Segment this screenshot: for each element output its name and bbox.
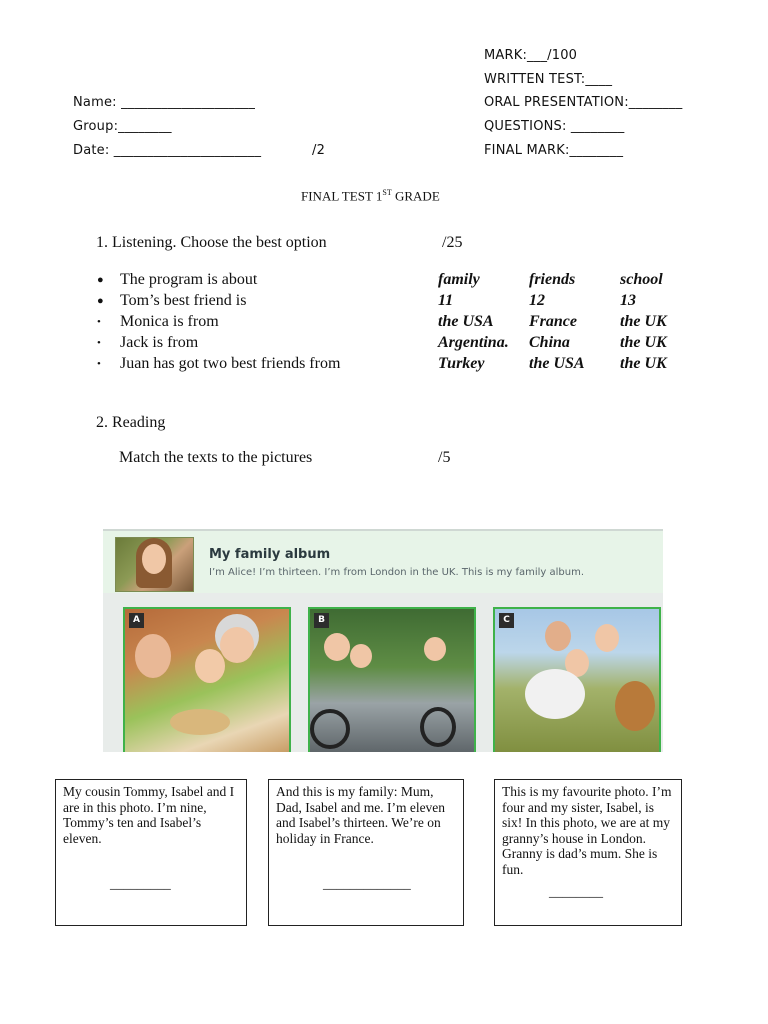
photo-a	[123, 607, 291, 752]
answer-option[interactable]: the UK	[620, 355, 667, 372]
text-box-2-body: And this is my family: Mum, Dad, Isabel and me. I’m eleven and Isabel’s thirteen. We’re on holiday in France.	[276, 784, 446, 846]
answer-option[interactable]: Turkey	[438, 355, 485, 372]
album-title: My family album	[209, 547, 331, 562]
photo-c	[493, 607, 661, 752]
questions-field[interactable]: QUESTIONS: ________	[484, 119, 625, 134]
photo-c-label: C	[499, 613, 514, 628]
reading-heading: 2. Reading	[96, 414, 166, 431]
answer-option[interactable]: 13	[620, 292, 636, 309]
listening-heading: 1. Listening. Choose the best option	[96, 234, 327, 251]
date-score: /2	[312, 143, 326, 158]
bullet: ●	[97, 295, 104, 307]
answer-option[interactable]: family	[438, 271, 480, 288]
title-text: FINAL TEST 1	[301, 188, 383, 204]
answer-blank-2[interactable]: _____________	[323, 875, 411, 891]
text-box-1-body: My cousin Tommy, Isabel and I are in this photo. I’m nine, Tommy’s ten and Isabel’s eleven.	[63, 784, 235, 846]
photo-a-label: A	[129, 613, 144, 628]
listening-score: /25	[442, 234, 463, 251]
date-field[interactable]: Date: ______________________	[73, 143, 262, 158]
question-text: Jack is from	[120, 334, 199, 351]
mark-field[interactable]: MARK:___/100	[484, 48, 578, 63]
text-box-2	[268, 779, 464, 926]
reading-subheading: Match the texts to the pictures	[119, 449, 313, 466]
answer-option[interactable]: the UK	[620, 313, 667, 330]
question-text: Monica is from	[120, 313, 219, 330]
question-text: Tom’s best friend is	[120, 292, 247, 309]
bullet: •	[97, 337, 101, 349]
alice-photo	[115, 537, 194, 592]
oral-presentation-field[interactable]: ORAL PRESENTATION:________	[484, 95, 683, 110]
bullet: •	[97, 316, 101, 328]
answer-option[interactable]: friends	[529, 271, 576, 288]
answer-blank-1[interactable]: _________	[110, 875, 171, 891]
family-album-image	[103, 529, 663, 752]
answer-option[interactable]: China	[529, 334, 570, 351]
final-mark-field[interactable]: FINAL MARK:________	[484, 143, 624, 158]
answer-option[interactable]: 12	[529, 292, 545, 309]
bullet: •	[97, 358, 101, 370]
text-box-1	[55, 779, 247, 926]
answer-option[interactable]: Argentina.	[438, 334, 509, 351]
photo-b	[308, 607, 476, 752]
text-box-3	[494, 779, 682, 926]
answer-option[interactable]: the USA	[438, 313, 494, 330]
answer-option[interactable]: school	[620, 271, 663, 288]
written-test-field[interactable]: WRITTEN TEST:____	[484, 72, 613, 87]
name-field[interactable]: Name: ____________________	[73, 95, 256, 110]
bullet: ●	[97, 274, 104, 286]
answer-option[interactable]: the USA	[529, 355, 585, 372]
album-subtitle: I’m Alice! I’m thirteen. I’m from London in the UK. This is my family album.	[209, 567, 585, 578]
answer-option[interactable]: France	[529, 313, 577, 330]
text-box-3-body: This is my favourite photo. I’m four and my sister, Isabel, is six! In this photo, we are at my granny’s house in London. Granny is dad’s mum. She is fun.	[502, 784, 672, 877]
title-suffix: GRADE	[391, 188, 440, 204]
page-title	[301, 188, 440, 204]
question-text: The program is about	[120, 271, 258, 288]
reading-score: /5	[438, 449, 451, 466]
answer-option[interactable]: the UK	[620, 334, 667, 351]
group-field[interactable]: Group:________	[73, 119, 172, 134]
question-text: Juan has got two best friends from	[120, 355, 341, 372]
answer-option[interactable]: 11	[438, 292, 454, 309]
photo-b-label: B	[314, 613, 329, 628]
album-header	[103, 531, 663, 593]
title-sup: ST	[382, 188, 392, 197]
answer-blank-3[interactable]: ________	[549, 883, 603, 899]
